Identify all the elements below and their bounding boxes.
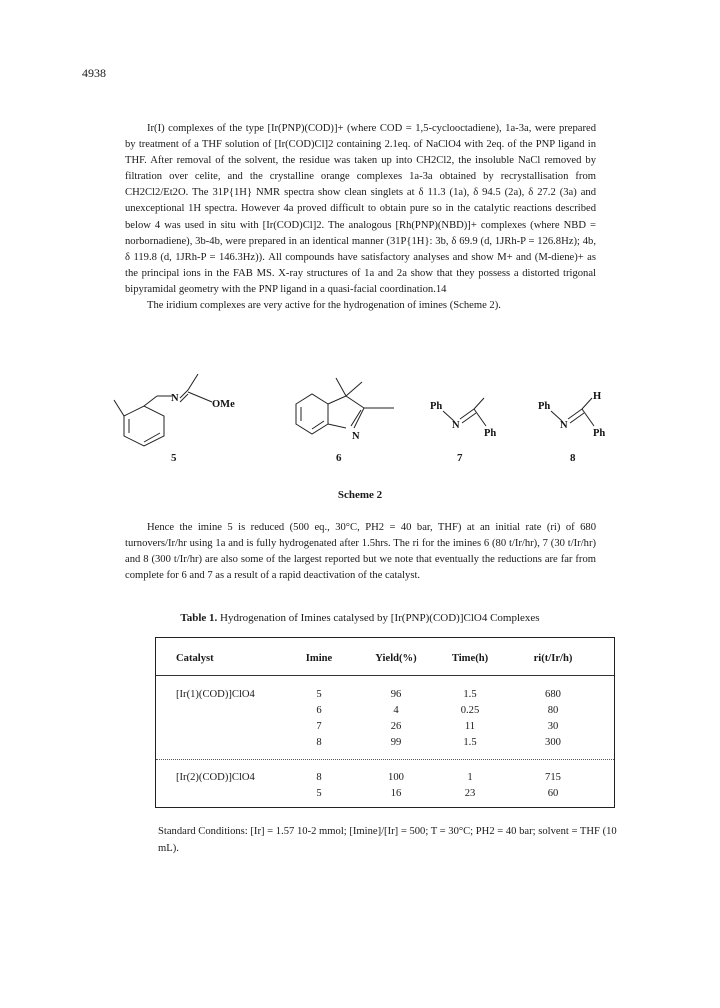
atom-n-7: N — [452, 420, 460, 431]
catalyst-label: [Ir(1)(COD)]ClO4 — [176, 689, 255, 700]
table-cell: 5 — [316, 788, 322, 799]
table-header-catalyst: Catalyst — [176, 653, 214, 664]
table-footnote: Standard Conditions: [Ir] = 1.57 10-2 mmol; [Imine]/[Ir] = 500; T = 30°C; PH2 = 40 bar; solvent = THF (10 mL). — [158, 826, 617, 854]
table-cell: 680 — [545, 689, 561, 700]
paragraph-text-scheme-intro: The iridium complexes are very active for the hydrogenation of imines (Scheme 2). — [147, 300, 501, 312]
table-cell: 96 — [390, 689, 402, 700]
table-cell: 80 — [547, 705, 559, 716]
compound-label-7: 7 — [457, 452, 463, 464]
table-caption — [0, 612, 720, 624]
atom-h-8: H — [593, 391, 602, 402]
table-cell: 715 — [545, 772, 561, 783]
table-cell: 11 — [464, 721, 476, 732]
table-cell: 99 — [390, 737, 402, 748]
scheme-caption: Scheme 2 — [337, 489, 383, 501]
table-cell: 4 — [393, 705, 399, 716]
scheme-2-structures — [100, 366, 640, 476]
compound-label-6: 6 — [336, 452, 342, 464]
atom-n-6: N — [352, 431, 360, 442]
table-cell: 30 — [547, 721, 559, 732]
table-header-time: Time(h) — [451, 653, 489, 664]
atom-ph-8b: Ph — [593, 428, 606, 439]
table-cell: 16 — [390, 788, 402, 799]
table-caption-label: Table 1. — [180, 612, 218, 624]
atom-n-5: N — [171, 393, 179, 404]
table-cell: 5 — [316, 689, 322, 700]
atom-ph-7a: Ph — [430, 401, 443, 412]
benzene-ring-5 — [124, 406, 164, 446]
results-table — [155, 637, 615, 808]
table-cell: 300 — [545, 737, 561, 748]
table-cell: 7 — [316, 721, 322, 732]
paragraph-text: Hence the imine 5 is reduced (500 eq., 30°C, PH2 = 40 bar, THF) at an initial rate (ri) of 680 turnovers/Ir/hr using 1a and is fully hydrogenated after 1.5hrs. The ri for the imines 6 (80 t/Ir/hr), 7 (30 t/Ir/hr) and 8 (300 t/Ir/hr) are also some of the largest reported but we note that eventually the reductions are far from complete for 6 and 7 as a result of a rapid deactivation of the catalyst. — [125, 522, 596, 582]
catalyst-label: [Ir(2)(COD)]ClO4 — [176, 772, 255, 783]
table-cell: 8 — [316, 737, 322, 748]
table-cell: 1.5 — [463, 737, 477, 748]
atom-n-8: N — [560, 420, 568, 431]
table-cell: 23 — [464, 788, 476, 799]
paragraph-hydrogenation — [125, 520, 596, 584]
table-cell: 1.5 — [463, 689, 477, 700]
table-cell: 100 — [388, 772, 404, 783]
table-cell: 6 — [316, 705, 322, 716]
compound-label-8: 8 — [570, 452, 576, 464]
atom-ph-7b: Ph — [484, 428, 497, 439]
paragraph-text: Ir(I) complexes of the type [Ir(PNP)(COD)]+ (where COD = 1,5-cyclooctadiene), 1a-3a, were prepared by treatment of a THF solution of [Ir(COD)Cl]2 containing 2.1eq. of NaClO4 with 2eq. of the PNP ligand in THF. After removal of the solvent, the residue was taken up into CH2Cl2, the insoluble NaCl removed by filtration over celite, and the crystalline orange complexes 1a-3a obtained by recrystallisation from CH2Cl2/Et2O. The 31P{1H} NMR spectra show clean singlets at δ 11.3 (1a), δ 94.5 (2a), δ 27.2 (3a) and unexceptional 1H spectra. However 4a proved difficult to obtain pure so in the catalytic reactions described below 4 was used in situ with [Ir(COD)Cl]2. The analogous [Rh(PNP)(NBD)]+ complexes (where NBD = norbornadiene), 3b-4b, were prepared in an identical manner (31P{1H}: 3b, δ 69.9 (d, 1JRh-P = 126.8Hz); 4b, δ 119.8 (d, 1JRh-P = 146.3Hz)). All compounds have satisfactory analyses and show M+ and (M-diene)+ as the principal ions in the FAB MS. X-ray structures of 1a and 2a show that they possess a distorted trigonal bipyramidal geometry with the PNP ligand in a quasi-facial coordination.14 — [125, 123, 596, 295]
table-header-yield: Yield(%) — [375, 653, 417, 664]
page-number: 4938 — [82, 66, 106, 80]
table-header-rate: ri(t/Ir/h) — [533, 653, 573, 664]
table-cell: 8 — [316, 772, 322, 783]
table-cell: 60 — [547, 788, 559, 799]
table-cell: 0.25 — [460, 705, 480, 716]
table-cell: 1 — [467, 772, 473, 783]
table-cell: 26 — [390, 721, 402, 732]
atom-ph-8a: Ph — [538, 401, 551, 412]
compound-label-5: 5 — [171, 452, 177, 464]
table-caption-text: Hydrogenation of Imines catalysed by [Ir(PNP)(COD)]ClO4 Complexes — [217, 612, 540, 624]
paragraph-complexes — [125, 121, 596, 314]
table-header-imine: Imine — [305, 653, 333, 664]
atom-ome-5: OMe — [212, 399, 235, 410]
